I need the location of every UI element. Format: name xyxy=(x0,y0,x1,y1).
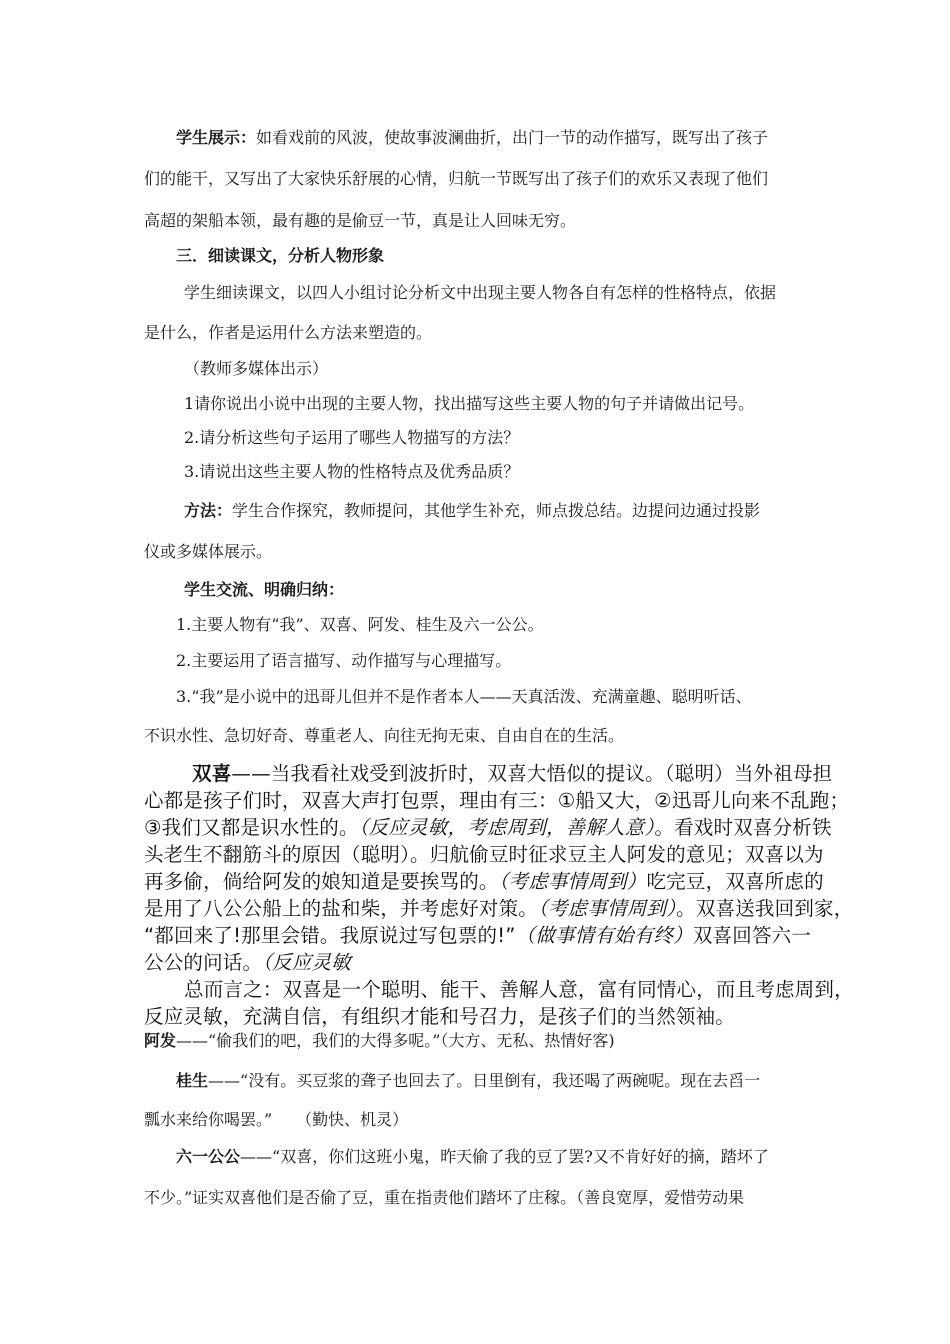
text-line: 是用了八公公船上的盐和柴，并考虑好对策。 xyxy=(144,897,539,920)
conclusion-line: 总而言之：双喜是一个聪明、能干、善解人意，富有同情心，而且考虑周到， xyxy=(184,978,854,1001)
text-line: ——当我看社戏受到波折时，双喜大悟似的提议。（聪明）当外祖母担 xyxy=(231,762,833,785)
summary-heading: 学生交流、明确归纳： xyxy=(184,580,345,599)
handwritten-note: （反应灵敏 xyxy=(262,951,351,974)
text-line: 不识水性、急切好奇、尊重老人、向往无拘无束、自由自在的生活。 xyxy=(144,726,625,745)
text-line: ——“双喜，你们这班小鬼，昨天偷了我的豆了罢?又不肯好好的摘，踏坏了 xyxy=(240,1147,769,1166)
text-line: 如看戏前的风波，使故事波澜曲折，出门一节的动作描写，既写出了孩子 xyxy=(256,128,769,147)
method-paragraph xyxy=(184,500,760,522)
text-line: 吃完豆，双喜所虑的 xyxy=(646,870,824,893)
handwritten-note: （考虑事情周到） xyxy=(498,870,647,893)
question-1: 1请你说出小说中出现的主要人物，找出描写这些主要人物的句子并请做出记号。 xyxy=(184,394,755,413)
text-line: 高超的架船本领，最有趣的是偷豆一节，真是让人回味无穷。 xyxy=(144,211,577,230)
question-2: 2.请分析这些句子运用了哪些人物描写的方法？ xyxy=(184,428,520,447)
section-heading: 三．细读课文，分析人物形象 xyxy=(176,246,385,265)
paragraph-student-show xyxy=(176,127,768,149)
label-student-show: 学生展示： xyxy=(176,128,257,147)
character-afa xyxy=(144,1030,615,1052)
text-line: 瓢水来给你喝罢。” （勤快、机灵） xyxy=(144,1110,409,1129)
media-note: （教师多媒体出示） xyxy=(184,359,329,378)
text-line: 公公的问话。 xyxy=(144,951,263,974)
question-3: 3.请说出这些主要人物的性格特点及优秀品质？ xyxy=(184,462,520,481)
text-line: 是什么，作者是运用什么方法来塑造的。 xyxy=(144,323,433,342)
handwritten-note: （做事情有始有终） xyxy=(515,924,693,947)
text-line: 们的能干，又写出了大家快乐舒展的心情，归航一节既写出了孩子们的欢乐又表现了他们 xyxy=(144,169,769,188)
text-line: 仪或多媒体展示。 xyxy=(144,542,273,561)
character-name-guisheng: 桂生 xyxy=(176,1071,209,1090)
character-name-afa: 阿发 xyxy=(144,1031,177,1050)
text-line: 头老生不翻筋斗的原因（聪明）。归航偷豆时征求豆主人阿发的意见；双喜以为 xyxy=(144,843,824,866)
summary-item-3: 3.“我”是小说中的迅哥儿但并不是作者本人——天真活泼、充满童趣、聪明听话、 xyxy=(176,687,752,706)
conclusion-line: 反应灵敏，充满自信，有组织才能和号召力，是孩子们的当然领袖。 xyxy=(144,1005,736,1028)
character-name-shuangxi: 双喜 xyxy=(192,762,232,785)
character-liuyi xyxy=(176,1146,769,1168)
handwritten-note: （反应灵敏，考虑周到，善解人意） xyxy=(358,816,655,839)
text-line: 双喜回答六一 xyxy=(692,924,812,947)
handwritten-note: （考虑事情周到） xyxy=(538,897,677,920)
text-line: 。双喜送我回到家， xyxy=(676,897,854,920)
shuangxi-analysis-block xyxy=(144,760,854,1028)
text-line: 。看戏时双喜分析铁 xyxy=(654,816,832,839)
text-line: ——“偷我们的吧，我们的大得多呢。”（大方、无私、热情好客) xyxy=(176,1031,615,1050)
text-line: “都回来了!那里会错。我原说过写包票的!” xyxy=(144,924,516,947)
summary-item-1: 1.主要人物有“我”、双喜、阿发、桂生及六一公公。 xyxy=(176,615,544,634)
summary-item-2: 2.主要运用了语言描写、动作描写与心理描写。 xyxy=(176,651,512,670)
character-guisheng xyxy=(176,1070,760,1092)
text-line: ——“没有。买豆浆的聋子也回去了。日里倒有，我还喝了两碗呢。现在去舀一 xyxy=(208,1071,761,1090)
text-line: 再多偷，倘给阿发的娘知道是要挨骂的。 xyxy=(144,870,499,893)
text-line: ③我们又都是识水性的。 xyxy=(144,816,359,839)
character-name-liuyi: 六一公公 xyxy=(176,1147,241,1166)
text-line: 心都是孩子们时，双喜大声打包票，理由有三：①船又大，②迅哥儿向来不乱跑； xyxy=(144,789,850,812)
label-method: 方法： xyxy=(184,501,233,520)
text-line: 学生合作探究，教师提问，其他学生补充，师点拨总结。边提问边通过投影 xyxy=(232,501,761,520)
text-line: 不少。”证实双喜他们是否偷了豆，重在指责他们踏坏了庄稼。（善良宽厚，爱惜劳动果 xyxy=(144,1188,745,1207)
text-line: 学生细读课文，以四人小组讨论分析文中出现主要人物各自有怎样的性格特点，依据 xyxy=(184,283,777,302)
